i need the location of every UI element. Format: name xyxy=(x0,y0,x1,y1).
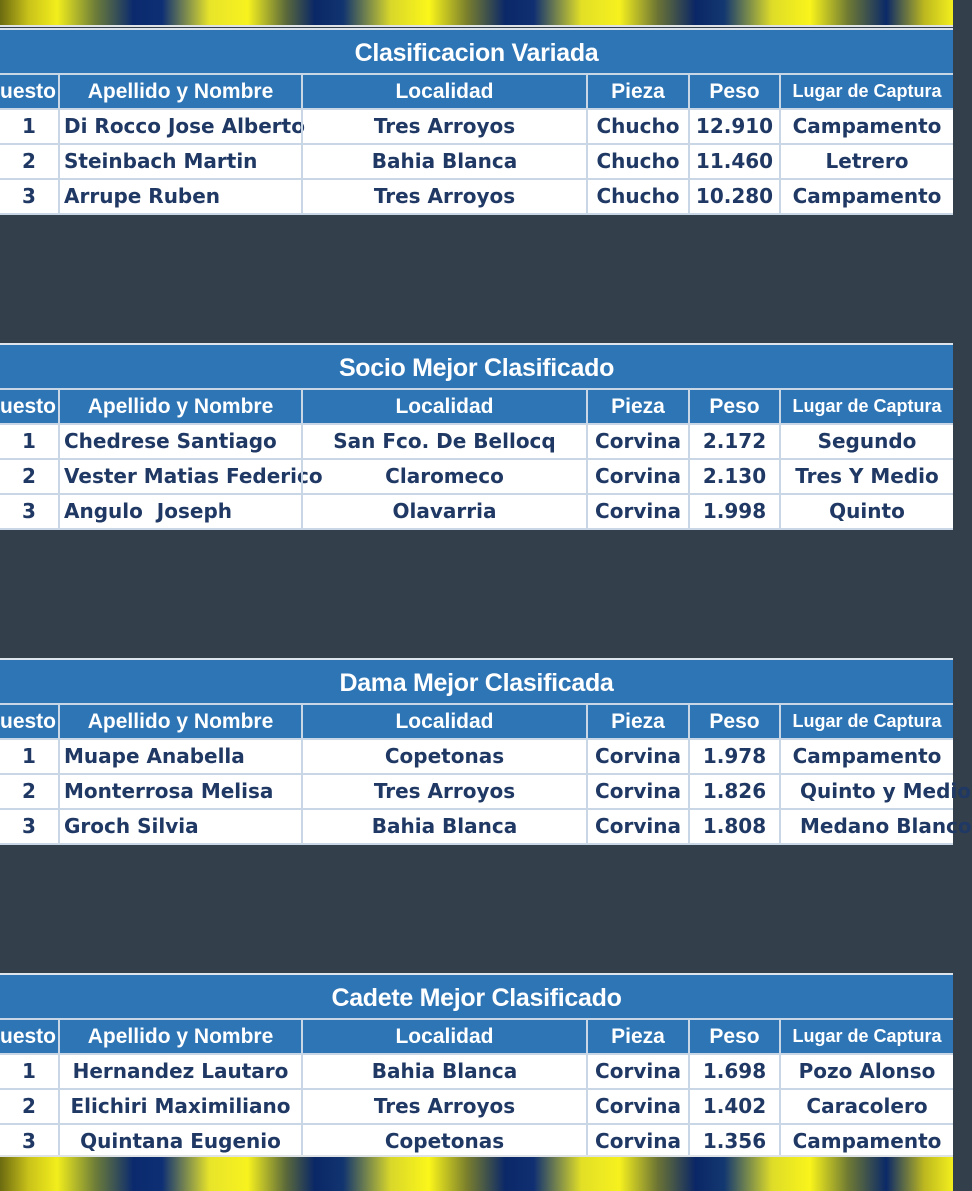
cell-pieza: Corvina xyxy=(586,1055,688,1088)
cell-pieza: Corvina xyxy=(586,1125,688,1158)
header-nombre: Apellido y Nombre xyxy=(58,705,301,738)
cell-lugar: Letrero xyxy=(779,145,953,178)
header-puesto: uesto xyxy=(0,710,57,733)
cell-nombre: Hernandez Lautaro xyxy=(58,1055,301,1088)
cell-puesto: 1 xyxy=(22,744,36,768)
header-pieza: Pieza xyxy=(586,1020,688,1053)
cell-pieza: Corvina xyxy=(586,810,688,843)
cell-lugar: Campamento xyxy=(779,1125,953,1158)
header-peso: Peso xyxy=(688,705,779,738)
cell-peso: 2.172 xyxy=(688,425,779,458)
cell-pieza: Corvina xyxy=(586,425,688,458)
table-row xyxy=(0,493,953,530)
cell-localidad: Bahia Blanca xyxy=(301,1055,586,1088)
header-localidad: Localidad xyxy=(301,1020,586,1053)
cell-localidad: Claromeco xyxy=(301,460,586,493)
cell-localidad: Tres Arroyos xyxy=(301,110,586,143)
table-row xyxy=(0,143,953,178)
cell-localidad: Copetonas xyxy=(301,740,586,773)
cell-localidad: Tres Arroyos xyxy=(301,775,586,808)
table-header-row xyxy=(0,388,953,423)
cell-nombre: Di Rocco Jose Alberto xyxy=(58,110,301,143)
section-title: Socio Mejor Clasificado xyxy=(0,343,953,388)
header-nombre: Apellido y Nombre xyxy=(58,75,301,108)
cell-localidad: Bahia Blanca xyxy=(301,810,586,843)
cell-peso: 1.998 xyxy=(688,495,779,528)
cell-pieza: Corvina xyxy=(586,740,688,773)
cell-pieza: Corvina xyxy=(586,775,688,808)
cell-nombre: Quintana Eugenio xyxy=(58,1125,301,1158)
cell-nombre: Groch Silvia xyxy=(58,810,301,843)
table-header-row xyxy=(0,73,953,108)
table-header-row xyxy=(0,1018,953,1053)
table-row xyxy=(0,458,953,493)
cell-localidad: Tres Arroyos xyxy=(301,180,586,213)
header-pieza: Pieza xyxy=(586,75,688,108)
cell-puesto: 1 xyxy=(22,1059,36,1083)
cell-lugar: Campamento xyxy=(779,180,953,213)
header-peso: Peso xyxy=(688,390,779,423)
cell-lugar: Campamento xyxy=(779,740,953,773)
cell-puesto: 3 xyxy=(22,499,36,523)
cell-lugar: Tres Y Medio xyxy=(779,460,953,493)
cell-puesto: 1 xyxy=(22,114,36,138)
section-dama-mejor-clasificada xyxy=(0,658,972,845)
cell-localidad: Olavarria xyxy=(301,495,586,528)
cell-peso: 2.130 xyxy=(688,460,779,493)
decorative-stripe-top xyxy=(0,0,953,25)
cell-pieza: Corvina xyxy=(586,495,688,528)
cell-puesto: 3 xyxy=(22,184,36,208)
cell-nombre: Vester Matias Federico xyxy=(58,460,301,493)
cell-nombre: Elichiri Maximiliano xyxy=(58,1090,301,1123)
table-row xyxy=(0,738,953,773)
cell-peso: 10.280 xyxy=(688,180,779,213)
table-row xyxy=(0,773,971,808)
header-localidad: Localidad xyxy=(301,705,586,738)
cell-puesto: 2 xyxy=(22,1094,36,1118)
cell-lugar-text: Quinto y Medio xyxy=(800,779,971,803)
header-lugar: Lugar de Captura xyxy=(779,75,953,108)
table-row xyxy=(0,423,953,458)
header-localidad: Localidad xyxy=(301,390,586,423)
cell-peso: 1.356 xyxy=(688,1125,779,1158)
table-row xyxy=(0,1053,953,1088)
cell-peso: 1.808 xyxy=(688,810,779,843)
cell-localidad: Tres Arroyos xyxy=(301,1090,586,1123)
header-peso: Peso xyxy=(688,75,779,108)
table-row xyxy=(0,178,953,215)
header-lugar: Lugar de Captura xyxy=(779,1020,953,1053)
stripe-separator-top xyxy=(0,25,953,27)
cell-nombre: Monterrosa Melisa xyxy=(58,775,301,808)
cell-lugar-text: Medano Blanco xyxy=(800,814,972,838)
section-title: Dama Mejor Clasificada xyxy=(0,658,953,703)
table-row xyxy=(0,808,972,845)
cell-lugar: Campamento xyxy=(779,110,953,143)
cell-peso: 11.460 xyxy=(688,145,779,178)
cell-puesto: 3 xyxy=(22,814,36,838)
cell-peso: 12.910 xyxy=(688,110,779,143)
header-lugar: Lugar de Captura xyxy=(779,705,953,738)
header-peso: Peso xyxy=(688,1020,779,1053)
cell-puesto: 1 xyxy=(22,429,36,453)
cell-peso: 1.402 xyxy=(688,1090,779,1123)
section-cadete-mejor-clasificado xyxy=(0,973,953,1160)
cell-lugar: Pozo Alonso xyxy=(779,1055,953,1088)
cell-lugar: Segundo xyxy=(779,425,953,458)
header-puesto: uesto xyxy=(0,1025,57,1048)
cell-nombre: Steinbach Martin xyxy=(58,145,301,178)
cell-pieza: Corvina xyxy=(586,1090,688,1123)
cell-pieza: Chucho xyxy=(586,180,688,213)
header-lugar: Lugar de Captura xyxy=(779,390,953,423)
header-nombre: Apellido y Nombre xyxy=(58,1020,301,1053)
cell-pieza: Corvina xyxy=(586,460,688,493)
cell-peso: 1.978 xyxy=(688,740,779,773)
decorative-stripe-bottom xyxy=(0,1157,953,1191)
table-row xyxy=(0,1088,953,1123)
table-row xyxy=(0,108,953,143)
header-localidad: Localidad xyxy=(301,75,586,108)
section-title: Cadete Mejor Clasificado xyxy=(0,973,953,1018)
cell-lugar xyxy=(779,810,972,843)
header-pieza: Pieza xyxy=(586,390,688,423)
cell-localidad: Copetonas xyxy=(301,1125,586,1158)
header-puesto: uesto xyxy=(0,80,57,103)
header-pieza: Pieza xyxy=(586,705,688,738)
cell-lugar: Quinto xyxy=(779,495,953,528)
cell-peso: 1.698 xyxy=(688,1055,779,1088)
section-clasificacion-variada xyxy=(0,28,953,215)
cell-nombre: Chedrese Santiago xyxy=(58,425,301,458)
cell-nombre: Angulo Joseph xyxy=(58,495,301,528)
cell-nombre: Arrupe Ruben xyxy=(58,180,301,213)
cell-puesto: 2 xyxy=(22,464,36,488)
header-nombre: Apellido y Nombre xyxy=(58,390,301,423)
cell-localidad: Bahia Blanca xyxy=(301,145,586,178)
section-socio-mejor-clasificado xyxy=(0,343,953,530)
cell-nombre: Muape Anabella xyxy=(58,740,301,773)
cell-localidad: San Fco. De Bellocq xyxy=(301,425,586,458)
cell-puesto: 3 xyxy=(22,1129,36,1153)
cell-pieza: Chucho xyxy=(586,110,688,143)
cell-lugar: Caracolero xyxy=(779,1090,953,1123)
header-puesto: uesto xyxy=(0,395,57,418)
cell-lugar xyxy=(779,775,971,808)
section-title: Clasificacion Variada xyxy=(0,28,953,73)
cell-puesto: 2 xyxy=(22,779,36,803)
cell-peso: 1.826 xyxy=(688,775,779,808)
cell-puesto: 2 xyxy=(22,149,36,173)
cell-pieza: Chucho xyxy=(586,145,688,178)
table-header-row xyxy=(0,703,953,738)
